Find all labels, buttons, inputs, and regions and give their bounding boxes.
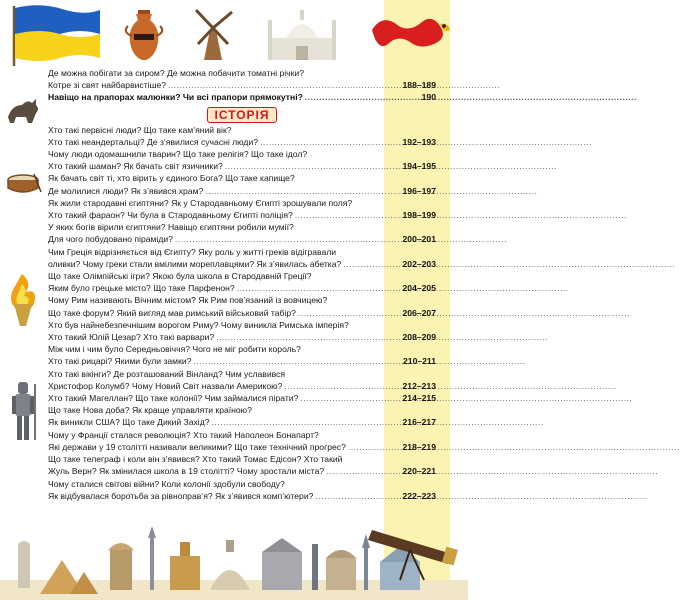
toc-question: Що таке телеграф і коли він з’явився? Хто такий Томас Едісон? Хто такий <box>48 454 343 465</box>
toc-leader-dots <box>216 331 400 343</box>
toc-question: оливки? Чому греки стали вмілими мореплавцями? Як з’явилась абетка? <box>48 258 342 269</box>
toc-row <box>48 270 436 282</box>
toc-question: Що таке форум? Який вигляд мав римський військовий табір? <box>48 307 296 318</box>
toc-row <box>48 465 436 477</box>
toc-row <box>48 197 436 209</box>
toc-question: Чому сталися світові війни? Коли колонії здобули свободу? <box>48 478 285 489</box>
greek-amphora-icon <box>126 10 163 60</box>
toc-question: Яким було грецьке місто? Що таке Парфенон? <box>48 283 235 294</box>
toc-question: Христофор Колумб? Чому Новий Світ назвали Америкою? <box>48 380 283 391</box>
toc-row <box>48 392 436 404</box>
toc-leader-dots <box>295 209 401 221</box>
toc-page-number: 220–221 <box>402 466 436 477</box>
toc-page-number: 200–201 <box>402 234 436 245</box>
wolf-statue-icon <box>6 97 40 125</box>
history-list <box>48 124 436 502</box>
taj-mahal-icon <box>268 10 336 60</box>
olympic-torch-icon <box>2 270 44 326</box>
toc-row <box>48 79 436 91</box>
toc-question: Хто такі рицарі? Якими були замки? <box>48 356 192 367</box>
toc-page-number: 192–193 <box>402 136 436 147</box>
toc-row <box>48 258 436 270</box>
toc-leader-dots <box>168 79 401 91</box>
toc-row <box>48 246 436 258</box>
section-title-label: ІСТОРІЯ <box>207 107 276 123</box>
toc-row <box>48 172 436 184</box>
toc-leader-dots <box>348 441 401 453</box>
toc-row <box>48 91 436 103</box>
toc-leader-dots <box>260 136 401 148</box>
toc-row <box>48 282 436 294</box>
toc-question: У яких богів вірили єгиптяни? Навіщо єгиптяни робили мумії? <box>48 222 294 233</box>
intro-list <box>48 67 436 104</box>
toc-row <box>48 331 436 343</box>
toc-page-number: 194–195 <box>402 161 436 172</box>
tambourine-drum-icon <box>4 172 42 196</box>
toc-question: Хто такий шаман? Як бачать світ язичники? <box>48 161 223 172</box>
windmill-icon <box>196 10 232 60</box>
toc-page-number: 196–197 <box>402 185 436 196</box>
toc-question: Де можна побігати за сиром? Де можна побачити томатні річки? <box>48 68 304 78</box>
toc-page-number: 188–189 <box>402 80 436 91</box>
toc-question: Як виникли США? Що таке Дикий Захід? <box>48 417 210 428</box>
toc-page-number: 204–205 <box>402 283 436 294</box>
toc-question: Чим Греція відрізняється від Єгипту? Яку роль у житті греків відігравали <box>48 246 337 257</box>
toc-page-number: 216–217 <box>402 417 436 428</box>
toc-question: Чому Рим називають Вічним містом? Як Рим пов’язаний із вовчицею? <box>48 295 328 306</box>
toc-row <box>48 368 436 380</box>
toc-question: Чому у Франції сталася революція? Хто такий Наполеон Бонапарт? <box>48 429 319 440</box>
toc-leader-dots <box>298 307 401 319</box>
toc-row <box>48 160 436 172</box>
toc-leader-dots <box>300 392 400 404</box>
toc-question: Чому люди одомашнили тварин? Що таке релігія? Що таке ідол? <box>48 149 308 160</box>
toc-question: Для чого побудовано піраміди? <box>48 234 173 245</box>
toc-row <box>48 355 436 367</box>
toc-question: Хто був найнебезпечнішим ворогом Риму? Чому виникла Римська імперія? <box>48 319 349 330</box>
toc-question: Де молилися люди? Як з’явився храм? <box>48 185 204 196</box>
knight-armor-icon <box>8 380 38 444</box>
toc-row <box>48 453 436 465</box>
toc-row <box>48 221 436 233</box>
toc-row <box>48 343 436 355</box>
toc-question: Жуль Верн? Як змінилася школа в 19 столітті? Чому зростали міста? <box>48 466 325 477</box>
toc-question: Хто такі неандертальці? Де з’явилися сучасні люди? <box>48 136 259 147</box>
toc-question: Між чим і чим було Середньовіччя? Чого не міг робити король? <box>48 344 301 355</box>
toc-leader-dots <box>315 490 400 502</box>
toc-page-number: 208–209 <box>402 332 436 343</box>
toc-row <box>48 319 436 331</box>
toc-row <box>48 380 436 392</box>
toc-row <box>48 148 436 160</box>
toc-question: Хто такий Юлій Цезар? Хто такі варвари? <box>48 332 215 343</box>
toc-leader-dots <box>212 416 401 428</box>
toc-row <box>48 441 436 453</box>
toc-leader-dots <box>305 91 420 103</box>
toc-leader-dots <box>193 355 401 367</box>
toc-leader-dots <box>205 185 400 197</box>
toc-row <box>48 233 436 245</box>
toc-question: Як відбувалася боротьба за рівноправ’я? Як з’явився комп’ютери? <box>48 490 314 501</box>
toc-page-number: 190 <box>421 92 436 103</box>
ukraine-flag-icon <box>14 5 100 66</box>
toc-page-number: 198–199 <box>402 210 436 221</box>
toc-page-number: 214–215 <box>402 393 436 404</box>
toc-row <box>48 404 436 416</box>
toc-leader-dots <box>343 258 400 270</box>
header-decoration <box>0 0 468 66</box>
toc-question: Що таке Нова доба? Як краще управляти країною? <box>48 405 252 416</box>
toc-leader-dots <box>175 233 401 245</box>
toc-question: Що таке Олімпійські ігри? Якою була школа в Стародавній Греції? <box>48 271 312 282</box>
toc-question: Котре зі свят найбарвистіше? <box>48 80 167 91</box>
toc-page-number: 206–207 <box>402 307 436 318</box>
toc-question: Хто такий Магеллан? Що таке колонії? Чим займалися пірати? <box>48 393 299 404</box>
toc-page-number: 210–211 <box>403 356 436 367</box>
toc-page-number: 218–219 <box>402 441 436 452</box>
toc-leader-dots <box>284 380 400 392</box>
toc-row <box>48 294 436 306</box>
toc-page-number: 212–213 <box>402 380 436 391</box>
world-landmarks-collage <box>0 522 468 600</box>
section-title <box>48 108 436 122</box>
toc-leader-dots <box>326 465 400 477</box>
toc-question: Хто такі первісні люди? Що таке кам’яний вік? <box>48 124 232 135</box>
chinese-dragon-icon <box>372 19 450 47</box>
toc-row <box>48 478 436 490</box>
toc-row <box>48 429 436 441</box>
toc-row <box>48 185 436 197</box>
toc-row <box>48 67 436 79</box>
toc-question: Як бачать світ ті, хто вірить у єдиного Бога? Що таке капище? <box>48 173 295 184</box>
toc-question: Хто такі вікінги? Де розташований Вінланд? Чим уславився <box>48 368 286 379</box>
toc-question: Які держави у 19 столітті називали великими? Що таке технічний прогрес? <box>48 441 346 452</box>
toc-question: Як жили стародавні єгиптяни? Як у Стародавньому Єгипті зрошували поля? <box>48 197 353 208</box>
toc-page-number: 202–203 <box>402 258 436 269</box>
toc-leader-dots <box>225 160 401 172</box>
toc-question: Навіщо на прапорах малюнки? Чи всі прапори прямокутні? <box>48 92 303 103</box>
toc-page-number: 222–223 <box>402 490 436 501</box>
toc-leader-dots <box>237 282 401 294</box>
toc-row <box>48 209 436 221</box>
toc-row <box>48 124 436 136</box>
toc-question: Хто такий фараон? Чи була в Стародавньому Єгипті поліція? <box>48 210 293 221</box>
table-of-contents <box>48 67 436 502</box>
toc-row <box>48 490 436 502</box>
toc-row <box>48 307 436 319</box>
toc-row <box>48 416 436 428</box>
toc-row <box>48 136 436 148</box>
